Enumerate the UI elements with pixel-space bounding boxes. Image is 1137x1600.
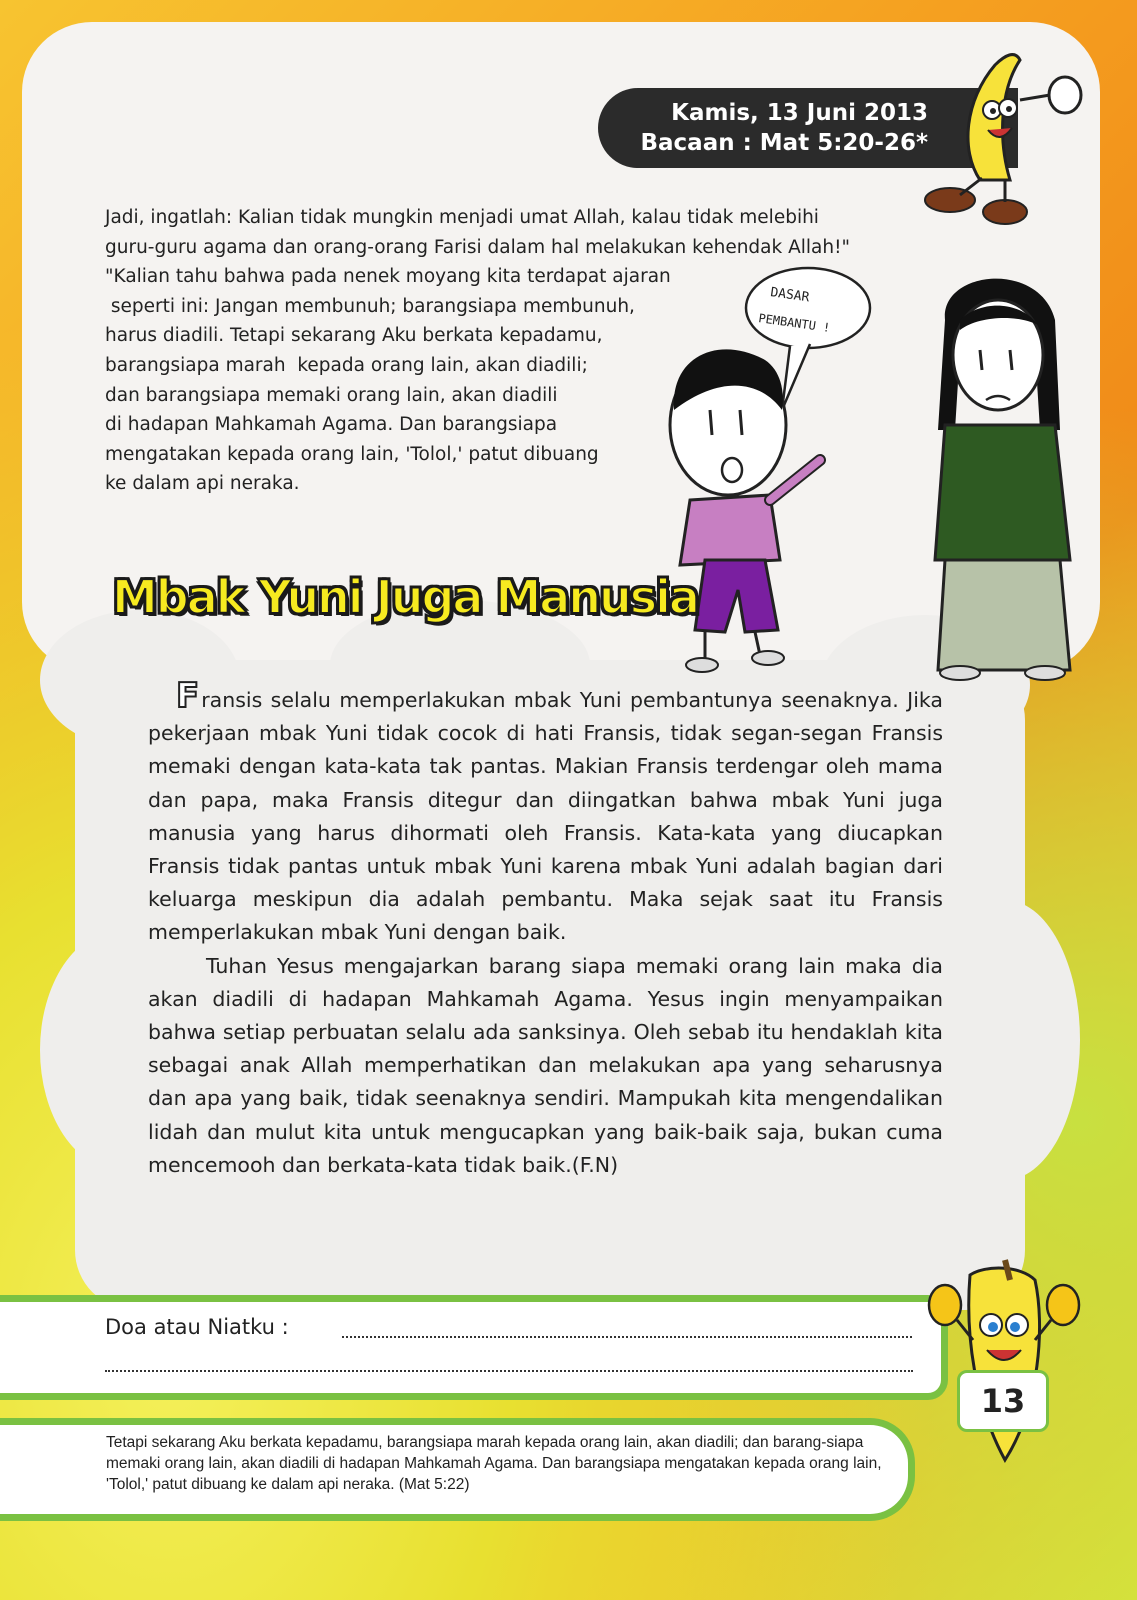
story-title: Mbak Yuni Juga Manusia [112, 570, 698, 624]
prayer-writing-line[interactable] [105, 1370, 913, 1372]
prayer-label: Doa atau Niatku : [105, 1315, 289, 1339]
story-paragraph [148, 676, 943, 950]
passage-line: barangsiapa marah kepada orang lain, akan diadili; [105, 354, 588, 376]
passage-line: mengatakan kepada orang lain, 'Tolol,' patut dibuang [105, 443, 599, 465]
date-text: Kamis, 13 Juni 2013 [671, 100, 928, 126]
girl-character [935, 279, 1070, 680]
story-paragraph-text: ransis selalu memperlakukan mbak Yuni pembantunya seenaknya. Jika pekerjaan mbak Yuni tidak cocok di hati Fransis, tidak segan-segan Fransis memaki dengan kata-kata tak pantas. Makian Fransis terdengar oleh mama dan papa, maka Fransis ditegur dan diingatkan bahwa mbak Yuni juga manusia yang harus dihormati oleh Fransis. Kata-kata yang diucapkan Fransis tidak pantas untuk mbak Yuni karena mbak Yuni adalah bagian dari keluarga meskipun dia adalah pembantu. Maka sejak saat itu Fransis memperlakukan mbak Yuni dengan baik. [148, 688, 943, 945]
passage-line: seperti ini: Jangan membunuh; barangsiapa membunuh, [105, 295, 635, 317]
characters-illustration [660, 260, 1090, 690]
passage-line: harus diadili. Tetapi sekarang Aku berkata kepadamu, [105, 325, 603, 347]
passage-line: dan barangsiapa memaki orang lain, akan diadili [105, 384, 558, 406]
passage-line: ke dalam api neraka. [105, 473, 300, 495]
bubble-line-2: PEMBANTU ! [757, 311, 832, 336]
prayer-box [0, 1295, 948, 1400]
page-number: 13 [957, 1370, 1049, 1432]
bubble-line-1: DASAR [769, 285, 811, 306]
banana-mascot-icon [920, 40, 1090, 230]
story-paragraph: Tuhan Yesus mengajarkan barang siapa memaki orang lain maka dia akan diadili di hadapan Mahkamah Agama. Yesus ingin menyampaikan bahwa setiap perbuatan selalu ada sanksinya. Oleh sebab itu hendaklah kita sebagai anak Allah memperhatikan dan melakukan apa yang seharusnya dan apa yang baik, tidak seenaknya sendiri. Mampukah kita mengendalikan lidah dan mulut kita untuk mengucapkan yang baik-baik saja, bukan cuma mencemooh dan berkata-kata tidak baik.(F.N) [148, 953, 943, 1177]
passage-line: di hadapan Mahkamah Agama. Dan barangsiapa [105, 414, 558, 436]
passage-line: "Kalian tahu bahwa pada nenek moyang kita terdapat ajaran [105, 266, 671, 288]
passage-line: Jadi, ingatlah: Kalian tidak mungkin menjadi umat Allah, kalau tidak melebihi [105, 207, 819, 228]
footer-verse: Tetapi sekarang Aku berkata kepadamu, barangsiapa marah kepada orang lain, akan diadili; dan barang-siapa memaki orang lain, akan diadili di hadapan Mahkamah Agama. Dan barangsiapa mengatakan kepada orang lain, 'Tolol,' patut dibuang ke dalam api neraka. (Mat 5:22) [106, 1434, 882, 1493]
passage-line: guru-guru agama dan orang-orang Farisi dalam hal melakukan kehendak Allah!" [105, 236, 851, 258]
reading-reference: Bacaan : Mat 5:20-26* [640, 130, 928, 156]
prayer-writing-line[interactable] [342, 1336, 912, 1338]
story-text [148, 676, 943, 1182]
banana-thumbs-up-icon [925, 1245, 1085, 1475]
drop-cap: F [176, 676, 200, 716]
